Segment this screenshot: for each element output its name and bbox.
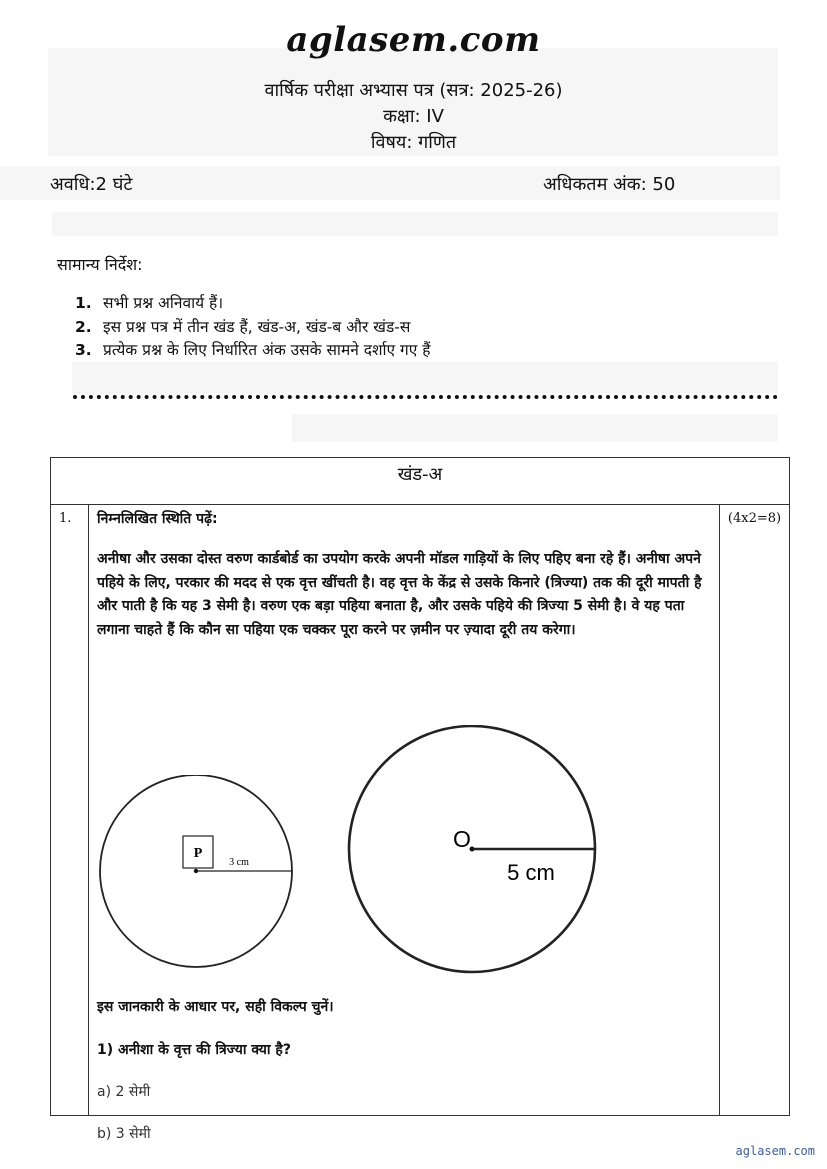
small-radius-label: 3 cm <box>229 857 249 868</box>
instruction-item <box>75 338 430 360</box>
instruction-text: प्रत्येक प्रश्न के लिए निर्धारित अंक उसके सामने दर्शाए गए हैं <box>103 341 431 359</box>
option-b: b) 3 सेमी <box>97 1126 151 1142</box>
scan-shade <box>292 414 778 442</box>
subject-label: विषय: गणित <box>370 132 457 153</box>
instruction-text: इस प्रश्न पत्र में तीन खंड हैं, खंड-अ, खंड-ब और खंड-स <box>103 318 411 336</box>
section-title: खंड-अ <box>397 464 443 485</box>
scan-shade <box>52 212 778 236</box>
site-logo: aglasem.com <box>286 20 541 60</box>
large-circle-figure <box>347 725 599 977</box>
max-marks: अधिकतम अंक: 50 <box>543 174 676 195</box>
question-content <box>89 505 720 1142</box>
section-header <box>51 458 790 505</box>
instructions-title: सामान्य निर्देश: <box>57 255 143 274</box>
instruction-number: 1. <box>75 294 92 312</box>
exam-title: वार्षिक परीक्षा अभ्यास पत्र (सत्र: 2025-26) <box>264 80 563 101</box>
question-passage: अनीषा और उसका दोस्त वरुण कार्डबोर्ड का उपयोग करके अपनी मॉडल गाड़ियों के लिए पहिए बना रहे हैं। अनीषा अपने पहिये के लिए, परकार की मदद से एक वृत्त खींचती है। वह वृत्त के केंद्र से उसके किनारे (त्रिज्या) तक की दूरी मापती है और पाती है कि यह 3 सेमी है। वरुण एक बड़ा पहिया बनाता है, और उसके पहिये की त्रिज्या 5 सेमी है। वे यह पता लगाना चाहते हैं कि कौन सा पहिया एक चक्कर पूरा करने पर ज़मीन पर ज़्यादा दूरी तय करेगा। <box>97 551 702 638</box>
instruction-text: सभी प्रश्न अनिवार्य हैं। <box>103 294 224 312</box>
large-center-label: O <box>453 826 471 852</box>
sub-question: 1) अनीशा के वृत्त की त्रिज्या क्या है? <box>97 1042 291 1058</box>
large-radius-label: 5 cm <box>507 860 555 885</box>
question-table <box>50 457 790 1142</box>
question-prompt: इस जानकारी के आधार पर, सही विकल्प चुनें। <box>97 999 334 1015</box>
instruction-number: 2. <box>75 318 92 336</box>
option-a: a) 2 सेमी <box>97 1084 151 1100</box>
question-number: 1. <box>51 505 89 1116</box>
scan-shade <box>72 362 778 394</box>
question-marks: (4x2=8) <box>720 505 790 1116</box>
footer-site: aglasem.com <box>735 1144 815 1158</box>
small-circle-figure <box>97 775 297 970</box>
instruction-item <box>75 315 410 337</box>
small-center-label: P <box>193 846 203 861</box>
class-label: कक्षा: IV <box>383 106 444 127</box>
instruction-item <box>75 291 223 313</box>
dotted-divider <box>73 395 778 399</box>
question-heading: निम्नलिखित स्थिति पढ़ें: <box>97 511 218 527</box>
instruction-number: 3. <box>75 341 92 359</box>
duration: अवधि:2 घंटे <box>50 174 133 195</box>
small-center-dot <box>194 869 198 873</box>
